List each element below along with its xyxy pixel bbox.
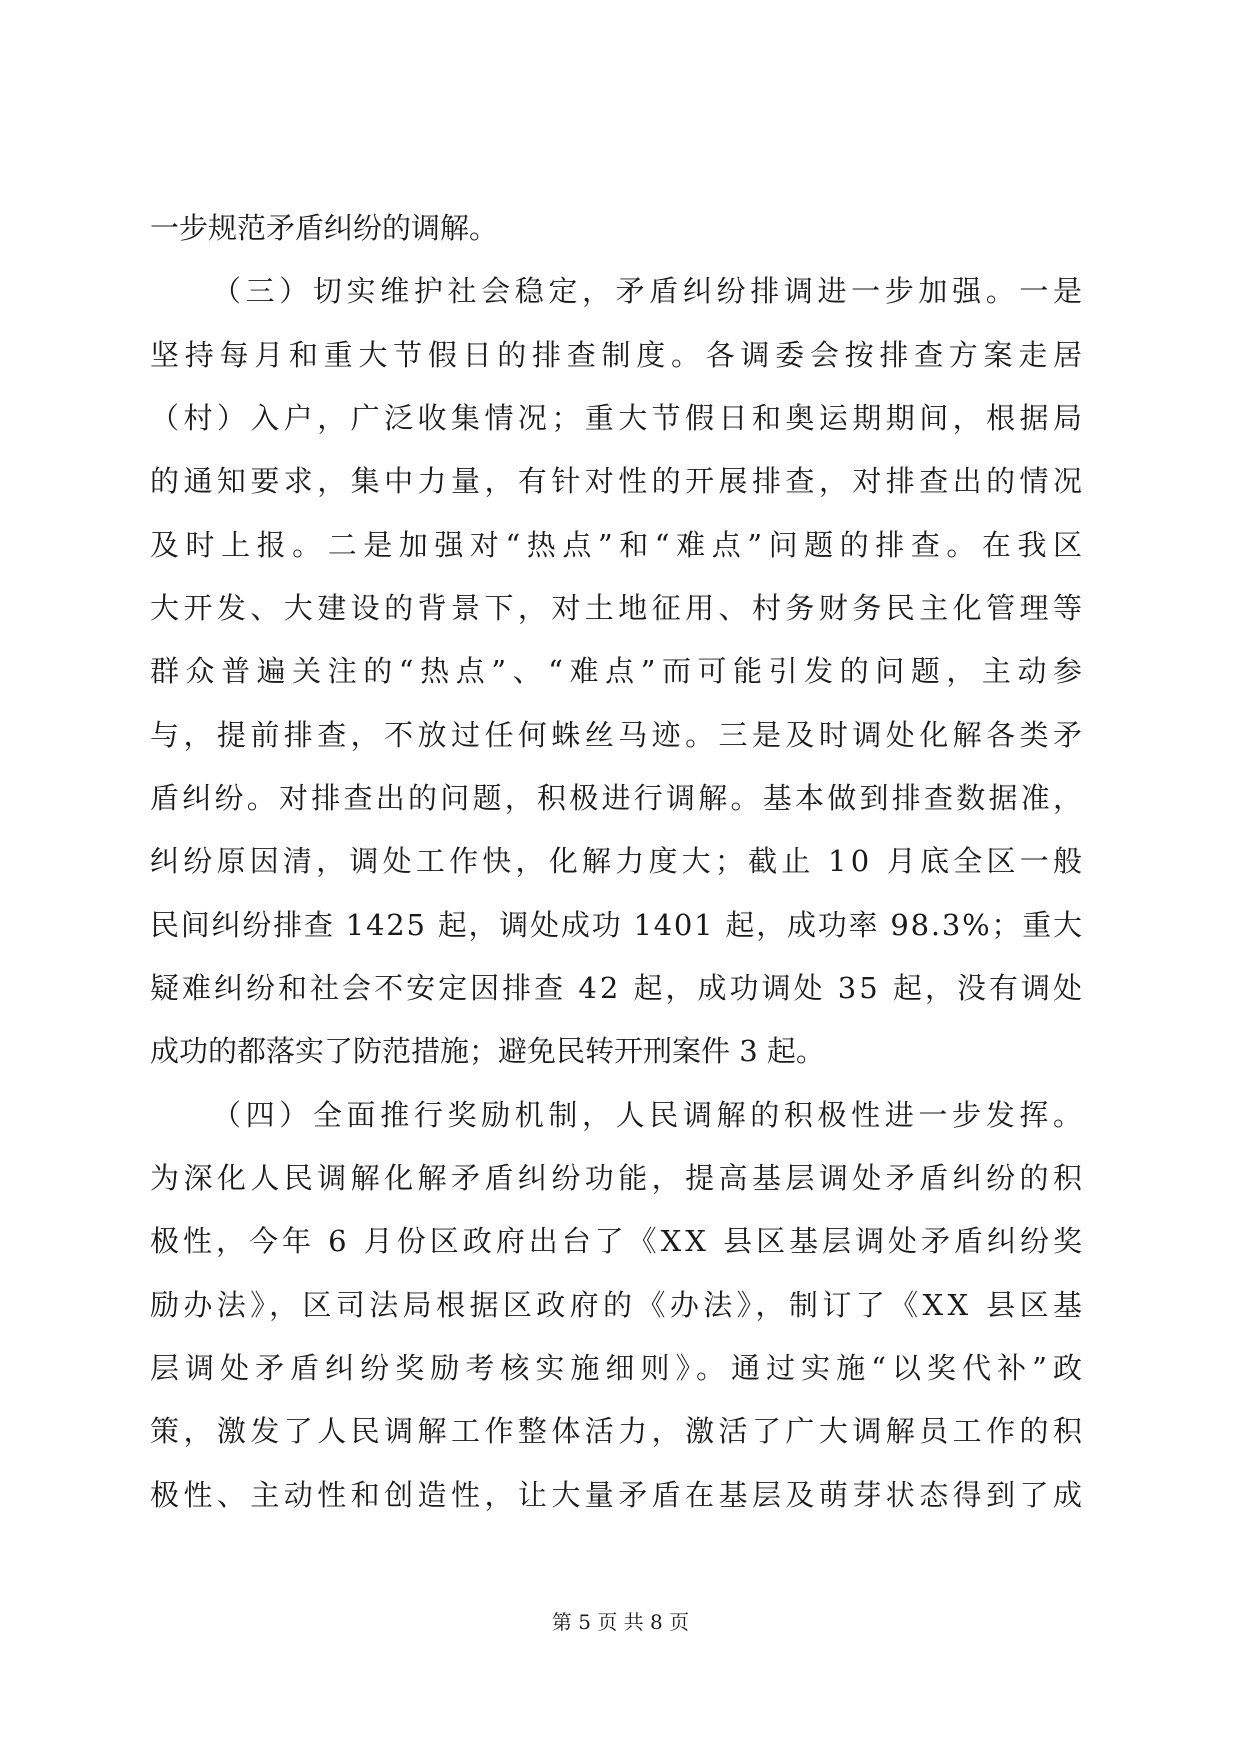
- line-text: 为深化人民调解化解矛盾纠纷功能，提高基层调处矛盾纠纷的积: [150, 1161, 1087, 1195]
- line-text: 疑难纠纷和社会不安定因排查 42 起，成功调处 35 起，没有调处: [150, 971, 1085, 1005]
- text-line: [0, 583, 1241, 633]
- line-text: 民间纠纷排查 1425 起，调处成功 1401 起，成功率 98.3%；重大: [150, 908, 1084, 942]
- line-text: 成功的都落实了防范措施；避免民转开刑案件 3 起。: [150, 1034, 825, 1068]
- text-line: [0, 266, 1241, 316]
- text-line: [0, 1216, 1241, 1266]
- line-text: 一步规范矛盾纠纷的调解。: [150, 211, 499, 245]
- line-text: 大开发、大建设的背景下，对土地征用、村务财务民主化管理等: [150, 591, 1087, 625]
- text-line: [0, 710, 1241, 760]
- text-line: [0, 1090, 1241, 1140]
- line-text: 纠纷原因清，调处工作快，化解力度大；截止 10 月底全区一般: [150, 844, 1087, 878]
- text-line: [0, 203, 1241, 253]
- text-line: [0, 646, 1241, 696]
- line-text: （村）入户，广泛收集情况；重大节假日和奥运期期间，根据局: [150, 401, 1087, 435]
- text-line: [0, 520, 1241, 570]
- line-text: 及时上报。二是加强对“热点”和“难点”问题的排查。在我区: [150, 528, 1089, 562]
- text-line: [0, 773, 1241, 823]
- page-footer: 第 5 页 共 8 页: [551, 1610, 690, 1634]
- text-line: [0, 1153, 1241, 1203]
- text-line: [0, 330, 1241, 380]
- line-text: 群众普遍关注的“热点”、“难点”而可能引发的问题，主动参: [150, 654, 1089, 688]
- text-line: [0, 393, 1241, 443]
- text-line: [0, 1470, 1241, 1520]
- line-text: 盾纠纷。对排查出的问题，积极进行调解。基本做到排查数据准，: [150, 781, 1086, 815]
- text-line: [0, 1026, 1241, 1076]
- text-line: [0, 1406, 1241, 1456]
- text-line: [0, 836, 1241, 886]
- text-line: [0, 1343, 1241, 1393]
- line-text: 坚持每月和重大节假日的排查制度。各调委会按排查方案走居: [150, 338, 1088, 372]
- line-text: 极性、主动性和创造性，让大量矛盾在基层及萌芽状态得到了成: [150, 1478, 1087, 1512]
- line-text: 层调处矛盾纠纷奖励考核实施细则》。通过实施“以奖代补”政: [150, 1351, 1089, 1385]
- line-text: 的通知要求，集中力量，有针对性的开展排查，对排查出的情况: [150, 464, 1087, 498]
- line-text: （三）切实维护社会稳定，矛盾纠纷排调进一步加强。一是: [212, 274, 1087, 308]
- line-text: （四）全面推行奖励机制，人民调解的积极性进一步发挥。: [212, 1098, 1087, 1132]
- text-line: [0, 456, 1241, 506]
- text-line: [0, 1280, 1241, 1330]
- line-text: 励办法》，区司法局根据区政府的《办法》，制订了《XX 县区基: [150, 1288, 1087, 1322]
- line-text: 极性，今年 6 月份区政府出台了《XX 县区基层调处矛盾纠纷奖: [150, 1224, 1086, 1258]
- text-line: [0, 900, 1241, 950]
- line-text: 与，提前排查，不放过任何蛛丝马迹。三是及时调处化解各类矛: [150, 718, 1087, 752]
- line-text: 策，激发了人民调解工作整体活力，激活了广大调解员工作的积: [150, 1414, 1087, 1448]
- text-line: [0, 963, 1241, 1013]
